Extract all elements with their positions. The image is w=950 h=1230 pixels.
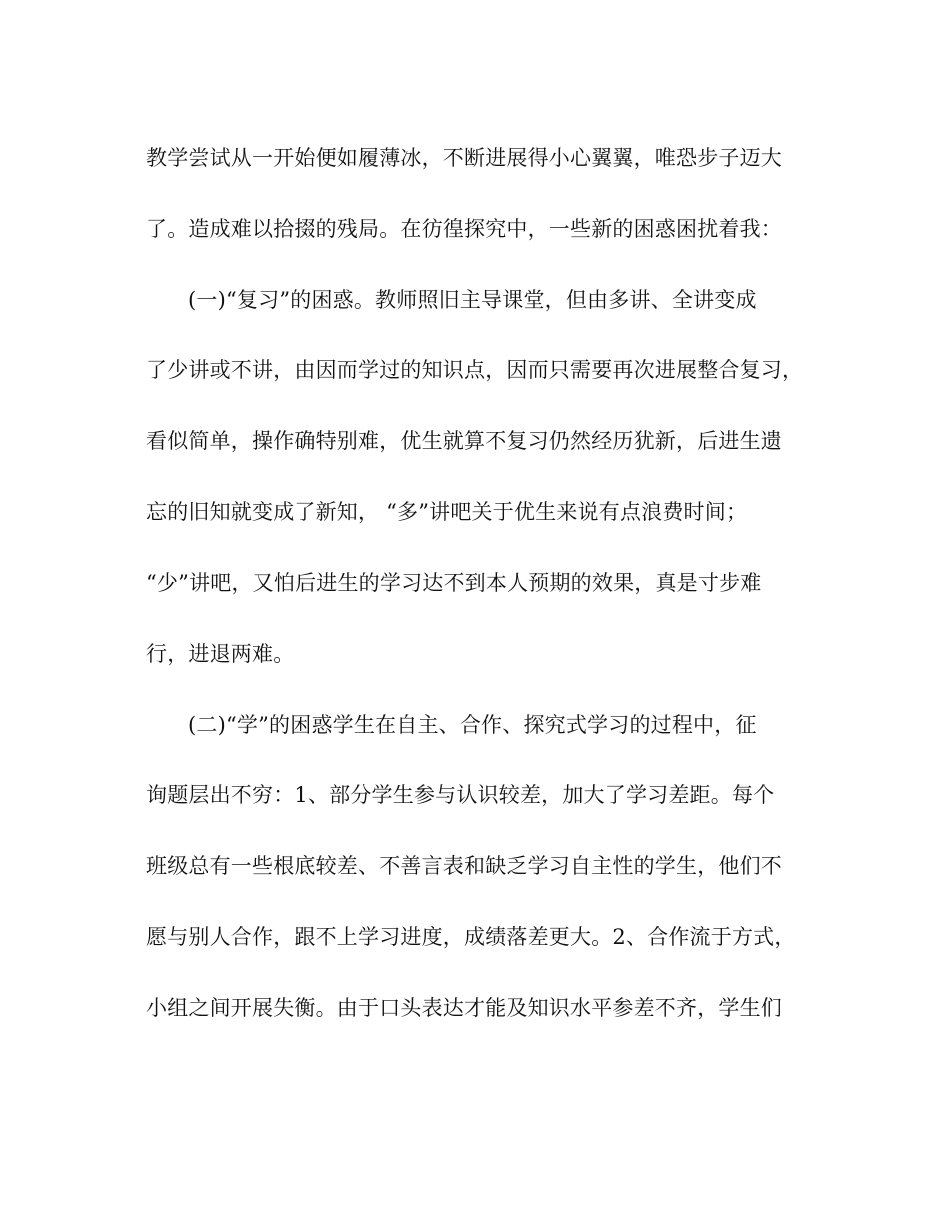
paragraph-start-line: (一)“复习”的困惑。教师照旧主导课堂，但由多讲、全讲变成	[188, 288, 757, 312]
text-line: 班级总有一些根底较差、不善言表和缺乏学习自主性的学生，他们不	[146, 854, 782, 878]
text-line: 忘的旧知就变成了新知， “多”讲吧关于优生来说有点浪费时间；	[146, 500, 748, 524]
text-line: 了。造成难以拾掇的残局。在彷徨探究中，一些新的困惑困扰着我：	[146, 217, 782, 241]
text-line: 行，进退两难。	[146, 642, 295, 666]
text-line: 看似简单，操作确特别难，优生就算不复习仍然经历犹新，后进生遗	[146, 429, 782, 453]
paragraph-start-line: (二)“学”的困惑学生在自主、合作、探究式学习的过程中，征	[188, 713, 757, 737]
text-line: 小组之间开展失衡。由于口头表达才能及知识水平参差不齐，学生们	[146, 996, 782, 1020]
text-line: 了少讲或不讲，由因而学过的知识点，因而只需要再次进展整合复习，	[146, 358, 804, 382]
text-line: 询题层出不穷：1、部分学生参与认识较差，加大了学习差距。每个	[146, 783, 775, 807]
text-line: 愿与别人合作，跟不上学习进度，成绩落差更大。2、合作流于方式，	[146, 925, 796, 949]
text-line: “少”讲吧，又怕后进生的学习达不到本人预期的效果，真是寸步难	[146, 571, 762, 595]
text-line: 教学尝试从一开始便如履薄冰，不断进展得小心翼翼，唯恐步子迈大	[146, 146, 782, 170]
